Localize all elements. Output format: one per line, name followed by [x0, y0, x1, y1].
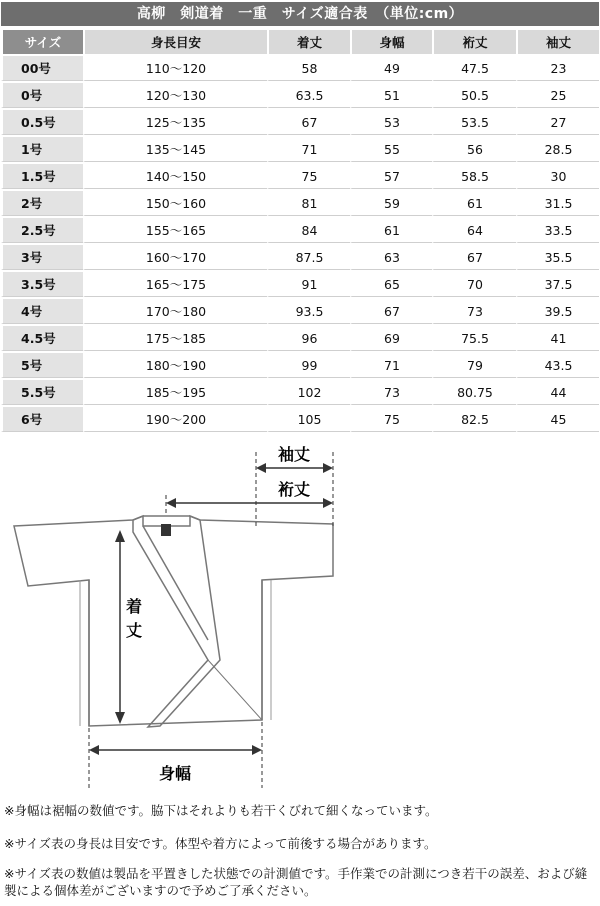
- label-body-length-2: 丈: [125, 621, 143, 640]
- value-cell: 63.5: [267, 83, 350, 108]
- value-cell: 61: [432, 191, 516, 216]
- value-cell: 55: [350, 137, 432, 162]
- table-row: [1, 326, 599, 351]
- value-cell: 75.5: [432, 326, 516, 351]
- value-cell: 81: [267, 191, 350, 216]
- value-cell: 47.5: [432, 56, 516, 81]
- value-cell: 73: [350, 380, 432, 405]
- value-cell: 170～180: [83, 299, 267, 324]
- size-cell: 2号: [1, 191, 83, 216]
- table-row: [1, 218, 599, 243]
- value-cell: 150～160: [83, 191, 267, 216]
- value-cell: 70: [432, 272, 516, 297]
- value-cell: 140～150: [83, 164, 267, 189]
- header-sleeve: 袖丈: [516, 30, 599, 54]
- value-cell: 96: [267, 326, 350, 351]
- size-cell: 4号: [1, 299, 83, 324]
- value-cell: 58: [267, 56, 350, 81]
- value-cell: 25: [516, 83, 599, 108]
- value-cell: 35.5: [516, 245, 599, 270]
- value-cell: 175～185: [83, 326, 267, 351]
- header-size: サイズ: [1, 30, 83, 54]
- table-row: [1, 137, 599, 162]
- value-cell: 185～195: [83, 380, 267, 405]
- value-cell: 56: [432, 137, 516, 162]
- label-yuki-length: 裄丈: [277, 480, 311, 499]
- table-row: [1, 164, 599, 189]
- value-cell: 79: [432, 353, 516, 378]
- value-cell: 23: [516, 56, 599, 81]
- size-cell: 00号: [1, 56, 83, 81]
- table-header-row: [1, 30, 599, 54]
- value-cell: 43.5: [516, 353, 599, 378]
- value-cell: 44: [516, 380, 599, 405]
- size-cell: 0号: [1, 83, 83, 108]
- value-cell: 58.5: [432, 164, 516, 189]
- table-row: [1, 407, 599, 432]
- value-cell: 165～175: [83, 272, 267, 297]
- size-cell: 5.5号: [1, 380, 83, 405]
- value-cell: 39.5: [516, 299, 599, 324]
- header-height: 身長目安: [83, 30, 267, 54]
- chart-title: 高柳 剣道着 一重 サイズ適合表 （単位:cm）: [1, 2, 599, 26]
- value-cell: 87.5: [267, 245, 350, 270]
- value-cell: 110～120: [83, 56, 267, 81]
- table-row: [1, 56, 599, 81]
- value-cell: 45: [516, 407, 599, 432]
- label-body-length-1: 着: [125, 597, 143, 616]
- value-cell: 28.5: [516, 137, 599, 162]
- table-row: [1, 380, 599, 405]
- value-cell: 53: [350, 110, 432, 135]
- keikogi-illustration: [0, 430, 600, 795]
- value-cell: 102: [267, 380, 350, 405]
- table-row: [1, 245, 599, 270]
- header-body-length: 着丈: [267, 30, 350, 54]
- size-cell: 2.5号: [1, 218, 83, 243]
- note-measurement: ※サイズ表の数値は製品を平置きした状態での計測値です。手作業での計測につき若干の誤差、および縫製による個体差がございますので予めご了承ください。: [4, 866, 588, 898]
- table-row: [1, 272, 599, 297]
- value-cell: 160～170: [83, 245, 267, 270]
- table-row: [1, 83, 599, 108]
- value-cell: 64: [432, 218, 516, 243]
- table-row: [1, 110, 599, 135]
- value-cell: 31.5: [516, 191, 599, 216]
- size-cell: 0.5号: [1, 110, 83, 135]
- size-cell: 1.5号: [1, 164, 83, 189]
- size-cell: 4.5号: [1, 326, 83, 351]
- value-cell: 73: [432, 299, 516, 324]
- note-height: ※サイズ表の身長は目安です。体型や着方によって前後する場合があります。: [4, 836, 437, 851]
- value-cell: 75: [267, 164, 350, 189]
- value-cell: 41: [516, 326, 599, 351]
- value-cell: 82.5: [432, 407, 516, 432]
- value-cell: 49: [350, 56, 432, 81]
- collar: [133, 516, 220, 727]
- label-body-width: 身幅: [158, 764, 192, 783]
- value-cell: 69: [350, 326, 432, 351]
- value-cell: 30: [516, 164, 599, 189]
- value-cell: 125～135: [83, 110, 267, 135]
- value-cell: 71: [350, 353, 432, 378]
- size-cell: 3.5号: [1, 272, 83, 297]
- value-cell: 180～190: [83, 353, 267, 378]
- label-sleeve-length: 袖丈: [277, 445, 311, 464]
- value-cell: 135～145: [83, 137, 267, 162]
- value-cell: 57: [350, 164, 432, 189]
- value-cell: 190～200: [83, 407, 267, 432]
- value-cell: 33.5: [516, 218, 599, 243]
- value-cell: 67: [432, 245, 516, 270]
- table-row: [1, 299, 599, 324]
- value-cell: 75: [350, 407, 432, 432]
- value-cell: 59: [350, 191, 432, 216]
- header-yuki: 裄丈: [432, 30, 516, 54]
- table-row: [1, 191, 599, 216]
- value-cell: 91: [267, 272, 350, 297]
- value-cell: 155～165: [83, 218, 267, 243]
- value-cell: 53.5: [432, 110, 516, 135]
- value-cell: 37.5: [516, 272, 599, 297]
- size-table: [1, 28, 599, 434]
- size-cell: 3号: [1, 245, 83, 270]
- value-cell: 65: [350, 272, 432, 297]
- table-row: [1, 353, 599, 378]
- value-cell: 84: [267, 218, 350, 243]
- value-cell: 67: [267, 110, 350, 135]
- jacket-outline: [14, 516, 333, 726]
- value-cell: 50.5: [432, 83, 516, 108]
- size-cell: 5号: [1, 353, 83, 378]
- value-cell: 61: [350, 218, 432, 243]
- value-cell: 99: [267, 353, 350, 378]
- value-cell: 51: [350, 83, 432, 108]
- note-body-width: ※身幅は裾幅の数値です。脇下はそれよりも若干くびれて細くなっています。: [4, 803, 438, 818]
- value-cell: 67: [350, 299, 432, 324]
- table-body: [1, 56, 599, 432]
- value-cell: 105: [267, 407, 350, 432]
- size-cell: 1号: [1, 137, 83, 162]
- value-cell: 71: [267, 137, 350, 162]
- size-cell: 6号: [1, 407, 83, 432]
- value-cell: 27: [516, 110, 599, 135]
- value-cell: 93.5: [267, 299, 350, 324]
- garment-diagram: [0, 430, 600, 795]
- value-cell: 63: [350, 245, 432, 270]
- collar-tag: [161, 524, 171, 536]
- header-body-width: 身幅: [350, 30, 432, 54]
- value-cell: 120～130: [83, 83, 267, 108]
- value-cell: 80.75: [432, 380, 516, 405]
